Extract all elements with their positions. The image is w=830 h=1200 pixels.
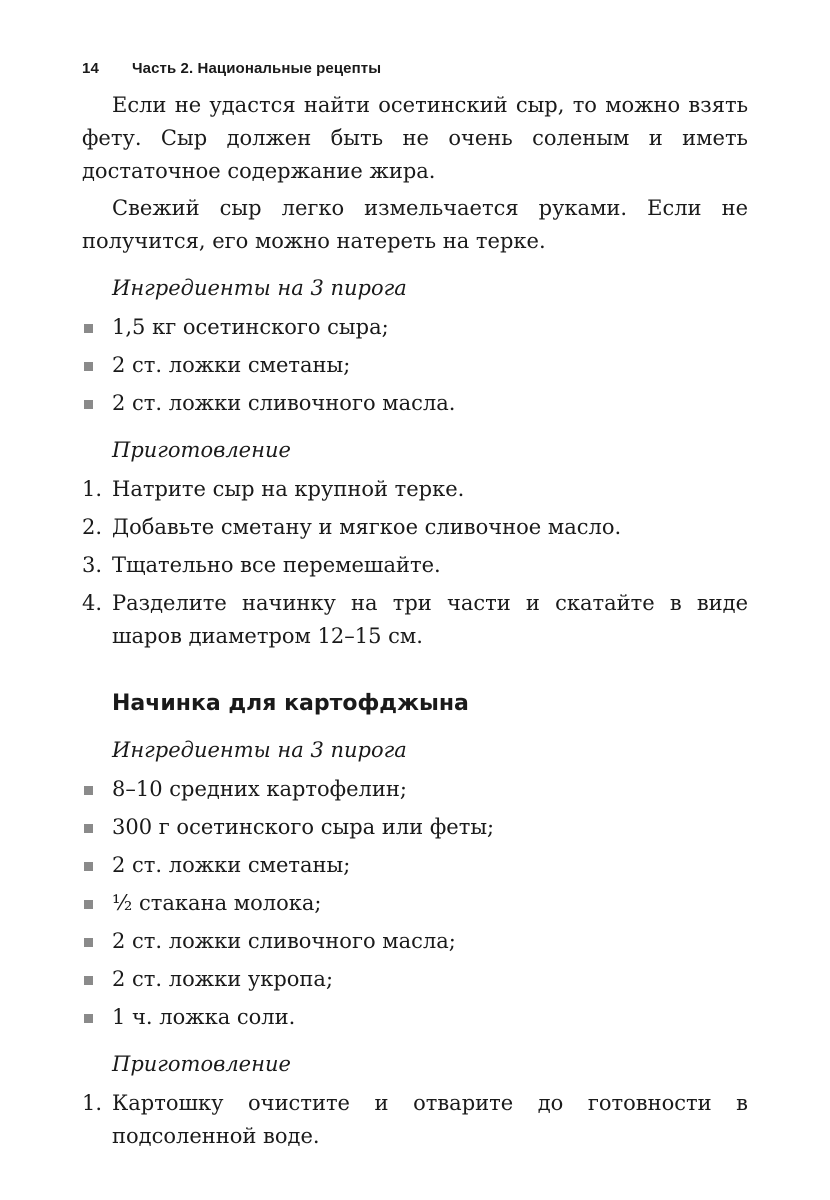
section-title: Начинка для картофджына	[112, 691, 469, 716]
step-item: 2. Добавьте сметану и мягкое сливочное масло.	[82, 511, 748, 544]
step-number: 4.	[82, 591, 103, 615]
step-item: 3. Тщательно все перемешайте.	[82, 549, 748, 582]
steps-list-1	[82, 473, 748, 653]
square-bullet-icon	[84, 362, 93, 371]
list-item: 8–10 средних картофелин;	[82, 773, 748, 806]
square-bullet-icon	[84, 824, 93, 833]
list-item: ½ стакана молока;	[82, 887, 748, 920]
preparation-heading-2: Приготовление	[112, 1052, 291, 1076]
ingredients-heading-2: Ингредиенты на 3 пирога	[112, 738, 407, 762]
steps-list-2	[82, 1087, 748, 1153]
square-bullet-icon	[84, 1014, 93, 1023]
square-bullet-icon	[84, 786, 93, 795]
list-item: 1 ч. ложка соли.	[82, 1001, 748, 1034]
intro-paragraph-2: Свежий сыр легко измельчается руками. Если не получится, его можно натереть на терке.	[82, 196, 748, 253]
running-title: Часть 2. Национальные рецепты	[132, 60, 382, 77]
ingredients-heading-1: Ингредиенты на 3 пирога	[112, 276, 407, 300]
page-number: 14	[82, 60, 99, 77]
list-item: 2 ст. ложки сливочного масла;	[82, 925, 748, 958]
step-number: 3.	[82, 553, 103, 577]
step-number: 1.	[82, 477, 103, 501]
step-number: 2.	[82, 515, 103, 539]
square-bullet-icon	[84, 900, 93, 909]
step-item: 4. Разделите начинку на три части и скатайте в виде шаров диаметром 12–15 см.	[82, 587, 748, 653]
ingredients-list-1	[82, 311, 748, 420]
square-bullet-icon	[84, 324, 93, 333]
step-item: 1. Натрите сыр на крупной терке.	[82, 473, 748, 506]
step-number: 1.	[82, 1091, 103, 1115]
list-item: 2 ст. ложки укропа;	[82, 963, 748, 996]
list-item: 1,5 кг осетинского сыра;	[82, 311, 748, 344]
square-bullet-icon	[84, 976, 93, 985]
intro-paragraph-1: Если не удастся найти осетинский сыр, то можно взять фету. Сыр должен быть не очень соленым и иметь достаточное содержание жира.	[82, 93, 748, 183]
list-item: 2 ст. ложки сметаны;	[82, 349, 748, 382]
list-item: 2 ст. ложки сливочного масла.	[82, 387, 748, 420]
book-page	[82, 60, 748, 1158]
preparation-heading-1: Приготовление	[112, 438, 291, 462]
running-head	[82, 60, 748, 77]
page-body	[82, 89, 748, 1153]
step-item: 1. Картошку очистите и отварите до готовности в подсоленной воде.	[82, 1087, 748, 1153]
square-bullet-icon	[84, 862, 93, 871]
square-bullet-icon	[84, 400, 93, 409]
list-item: 300 г осетинского сыра или феты;	[82, 811, 748, 844]
list-item: 2 ст. ложки сметаны;	[82, 849, 748, 882]
ingredients-list-2	[82, 773, 748, 1034]
square-bullet-icon	[84, 938, 93, 947]
